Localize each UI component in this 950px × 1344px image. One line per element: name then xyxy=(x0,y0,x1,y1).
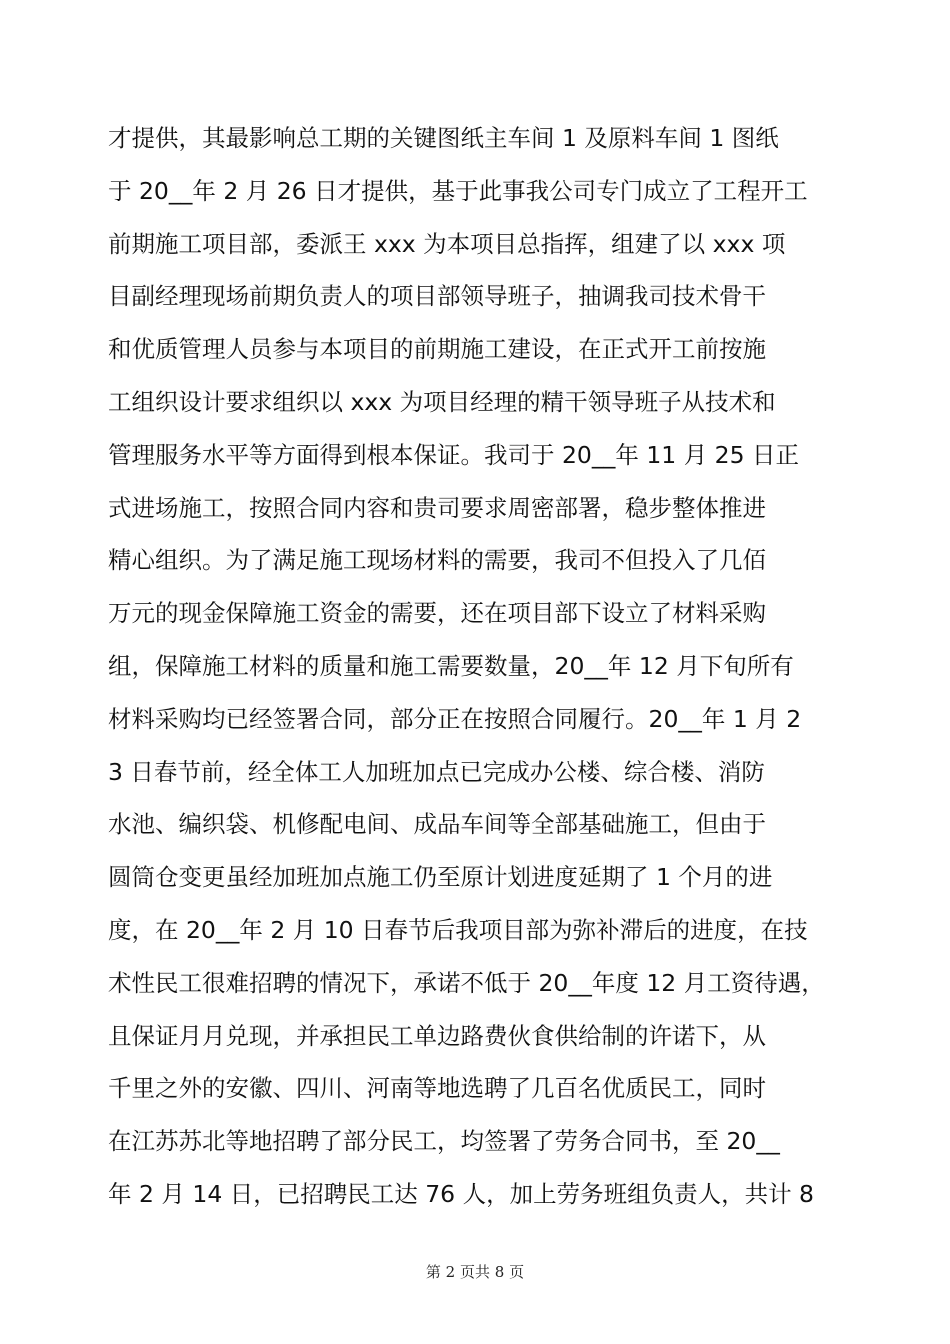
text-line: 千里之外的安徽、四川、河南等地选聘了几百名优质民工，同时 xyxy=(108,1074,766,1103)
text-line: 在江苏苏北等地招聘了部分民工，均签署了劳务合同书，至 20__ xyxy=(108,1127,780,1156)
text-line: 且保证月月兑现，并承担民工单边路费伙食供给制的许诺下，从 xyxy=(108,1021,766,1050)
text-line: 术性民工很难招聘的情况下，承诺不低于 20__年度 12 月工资待遇， xyxy=(108,968,825,997)
text-line: 工组织设计要求组织以 xxx 为项目经理的精干领导班子从技术和 xyxy=(108,387,776,416)
body-text xyxy=(108,112,853,1221)
text-line: 圆筒仓变更虽经加班加点施工仍至原计划进度延期了 1 个月的进 xyxy=(108,863,773,892)
text-line: 才提供，其最影响总工期的关键图纸主车间 1 及原料车间 1 图纸 xyxy=(108,124,779,152)
text-line: 万元的现金保障施工资金的需要，还在项目部下设立了材料采购 xyxy=(108,599,766,628)
text-line: 于 20__年 2 月 26 日才提供，基于此事我公司专门成立了工程开工 xyxy=(108,176,808,205)
text-line: 目副经理现场前期负责人的项目部领导班子，抽调我司技术骨干 xyxy=(108,282,766,311)
text-line: 式进场施工，按照合同内容和贵司要求周密部署，稳步整体推进 xyxy=(108,493,766,522)
text-line: 前期施工项目部，委派王 xxx 为本项目总指挥，组建了以 xxx 项 xyxy=(108,229,786,258)
text-line: 年 2 月 14 日，已招聘民工达 76 人，加上劳务班组负责人，共计 8 xyxy=(108,1179,814,1208)
page-footer: 第 2 页共 8 页 xyxy=(425,1263,525,1281)
text-line: 管理服务水平等方面得到根本保证。我司于 20__年 11 月 25 日正 xyxy=(108,440,800,469)
text-line: 和优质管理人员参与本项目的前期施工建设，在正式开工前按施 xyxy=(108,335,766,364)
text-line: 精心组织。为了满足施工现场材料的需要，我司不但投入了几佰 xyxy=(108,546,766,575)
text-line: 水池、编织袋、机修配电间、成品车间等全部基础施工，但由于 xyxy=(108,810,766,839)
text-line: 3 日春节前，经全体工人加班加点已完成办公楼、综合楼、消防 xyxy=(108,757,765,786)
text-line: 组，保障施工材料的质量和施工需要数量，20__年 12 月下旬所有 xyxy=(108,651,794,680)
text-line: 材料采购均已经签署合同，部分正在按照合同履行。20__年 1 月 2 xyxy=(108,704,802,733)
text-line: 度，在 20__年 2 月 10 日春节后我项目部为弥补滞后的进度，在技 xyxy=(108,915,808,944)
